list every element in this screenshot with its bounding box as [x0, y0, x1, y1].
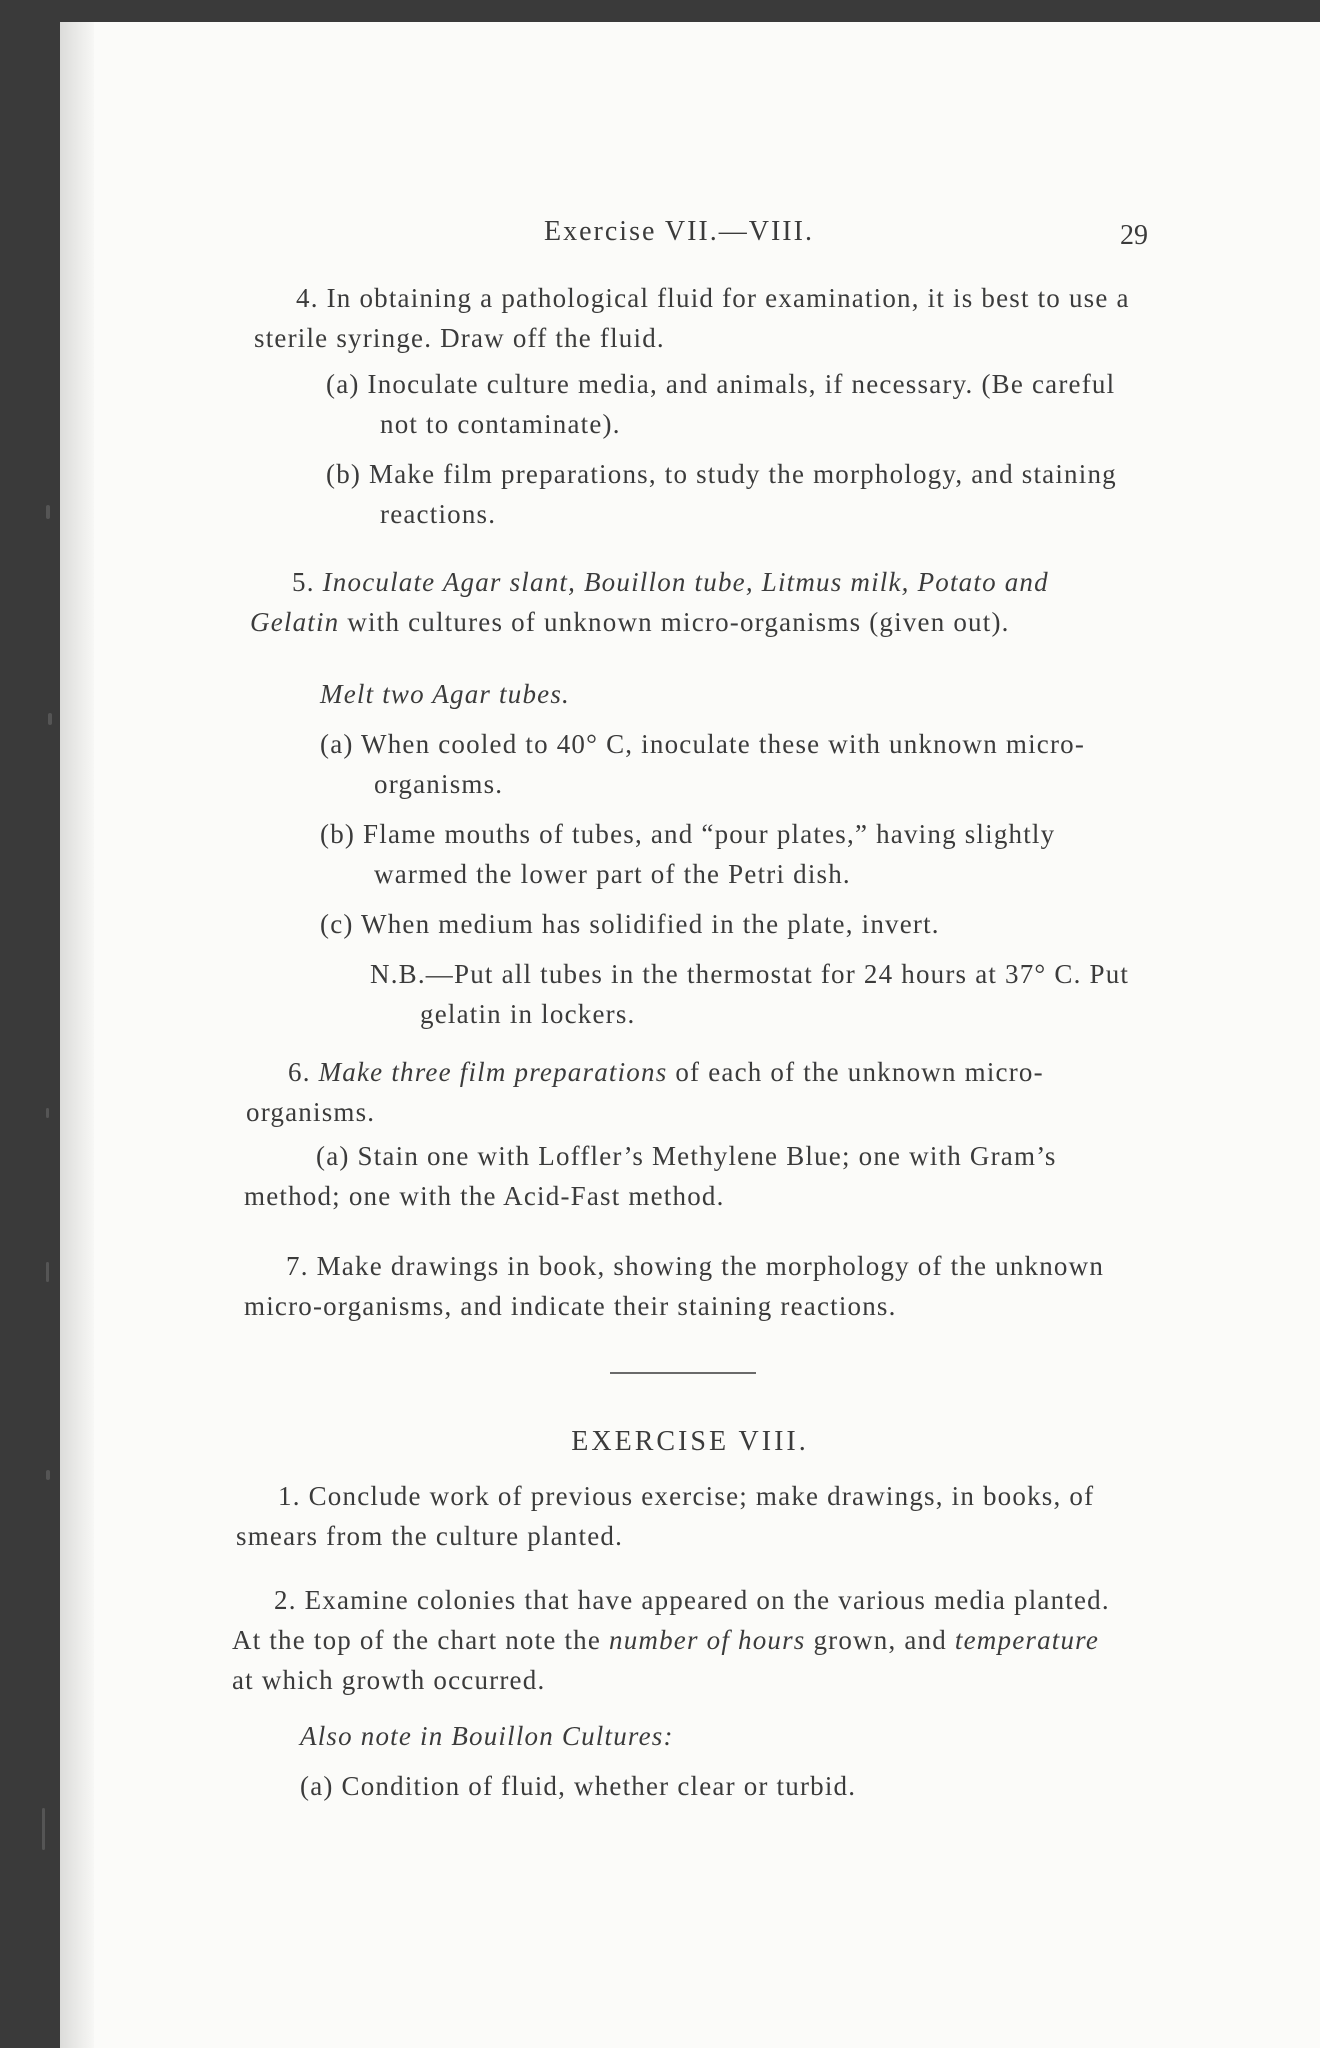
item-6-italic: Make three film preparations [318, 1057, 668, 1087]
item-5-rest: with cultures of unknown micro-organisms (given out). [347, 607, 1010, 637]
page-number: 29 [1120, 220, 1148, 251]
binding-mark [46, 1108, 49, 1118]
item-7-text: 7. Make drawings in book, showing the morphology of the unknown micro-organisms, and indicate their staining reactions. [244, 1251, 1105, 1321]
item-6-text [246, 1052, 1138, 1132]
ex8-item-1 [236, 1476, 1126, 1556]
item-5-subhead [320, 674, 1142, 714]
item-6 [246, 1052, 1138, 1132]
item-6-subitems [244, 1136, 1138, 1216]
ex8-item-2-text [232, 1580, 1126, 1700]
item-7 [244, 1246, 1138, 1326]
binding-mark [48, 713, 52, 725]
item-5-italic: Inoculate Agar slant, Bouillon tube, Litmus milk, Potato and Gelatin [250, 567, 1049, 637]
item-4a: (a) Inoculate culture media, and animals, if necessary. (Be careful not to contaminate). [326, 369, 1116, 439]
item-5-text [250, 562, 1142, 642]
running-header: Exercise VII.—VIII. [544, 216, 814, 247]
ex8-item-2-part3: at which growth occurred. [232, 1665, 546, 1695]
ex8-item-2 [232, 1580, 1126, 1700]
ex8-item-2-italic2: temperature [954, 1625, 1100, 1655]
exercise-8-heading: EXERCISE VIII. [571, 1426, 809, 1457]
item-5c: (c) When medium has solidified in the plate, invert. [320, 909, 940, 939]
binding-mark [46, 505, 50, 519]
item-5b: (b) Flame mouths of tubes, and “pour plates,” having slightly warmed the lower part of the Petri dish. [320, 819, 1056, 889]
binding-mark [42, 1808, 45, 1850]
ex8-item-2-part1: 2. Examine colonies that have appeared on the various media planted. At the top of the chart note the [232, 1585, 1110, 1655]
section-divider [610, 1372, 756, 1374]
item-6-rest: of each of the unknown micro-organisms. [246, 1057, 1044, 1127]
item-4-text: 4. In obtaining a pathological fluid for examination, it is best to use a sterile syringe. Draw off the fluid. [254, 283, 1130, 353]
ex8-subhead-text: Also note in Bouillon Cultures: [300, 1721, 674, 1751]
item-5a: (a) When cooled to 40° C, inoculate these with unknown micro-organisms. [320, 729, 1086, 799]
ex8-subitems [300, 1716, 1126, 1806]
page-gutter-shadow [60, 22, 94, 2048]
binding-mark [46, 1262, 49, 1282]
ex8-item-a: (a) Condition of fluid, whether clear or turbid. [300, 1771, 857, 1801]
binding-mark [46, 1470, 50, 1480]
item-4 [254, 278, 1144, 358]
item-6a: (a) Stain one with Loffler’s Methylene Blue; one with Gram’s method; one with the Acid-Fast method. [244, 1141, 1057, 1211]
item-5-subhead-text: Melt two Agar tubes. [320, 679, 570, 709]
item-4-subitems [326, 364, 1144, 534]
item-5 [250, 562, 1142, 642]
item-5-subitems [320, 674, 1142, 1034]
item-5-number: 5. [292, 567, 315, 597]
item-6-number: 6. [288, 1057, 311, 1087]
item-4b: (b) Make film preparations, to study the morphology, and staining reactions. [326, 459, 1117, 529]
ex8-item-2-part2: grown, and [813, 1625, 947, 1655]
ex8-subhead [300, 1716, 1126, 1756]
ex8-item-2-italic1: number of hours [609, 1625, 806, 1655]
item-5-nb: N.B.—Put all tubes in the thermostat for 24 hours at 37° C. Put gelatin in lockers. [370, 959, 1130, 1029]
ex8-item-1-text: 1. Conclude work of previous exercise; make drawings, in books, of smears from the culture planted. [236, 1481, 1095, 1551]
